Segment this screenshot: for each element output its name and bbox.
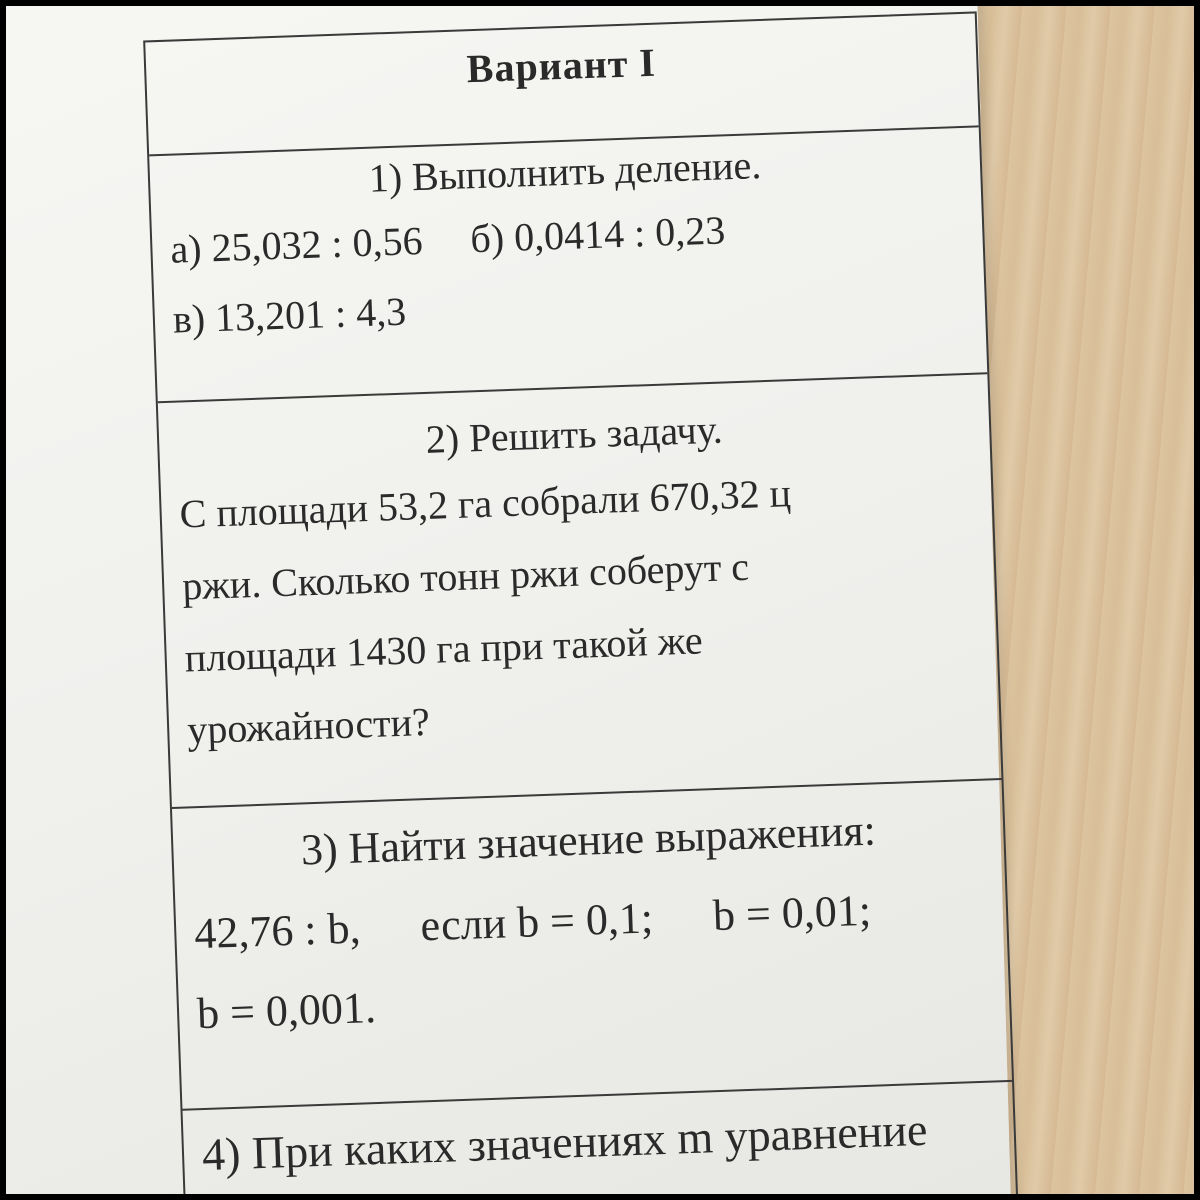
task-2-heading: 2) Решить задачу.: [425, 406, 724, 462]
task-2-text-line: урожайности?: [186, 698, 431, 753]
task-2-text-line: ржи. Сколько тонн ржи соберут с: [181, 543, 750, 609]
task-1-item-a: а) 25,032 : 0,56: [169, 217, 424, 272]
task-3-condition-1: если b = 0,1;: [419, 893, 654, 951]
task-1-item-c: в) 13,201 : 4,3: [172, 288, 407, 342]
task-3-line-1: [193, 885, 871, 960]
task-4-heading: 4) При каких значениях m уравнение: [201, 1103, 929, 1181]
task-2-cell: [158, 374, 1002, 809]
task-1-cell: [149, 127, 987, 403]
task-3-condition-3: b = 0,001.: [196, 983, 377, 1039]
task-table: [143, 11, 1021, 1194]
task-1-line-1: [170, 206, 726, 272]
task-3-expression: 42,76 : b,: [193, 903, 362, 959]
task-3-line-2: [196, 982, 376, 1039]
task-3-cell: [172, 780, 1012, 1111]
task-2-text-line: С площади 53,2 га собрали 670,32 ц: [178, 470, 792, 537]
task-3-condition-2: b = 0,01;: [712, 885, 872, 941]
worksheet-paper: [6, 6, 1012, 1194]
task-1-item-b: б) 0,0414 : 0,23: [469, 207, 726, 262]
task-1-heading: 1) Выполнить деление.: [367, 142, 762, 201]
variant-title: Вариант I: [465, 39, 657, 92]
task-1-line-2: [172, 288, 407, 343]
photo-frame: [6, 6, 1194, 1194]
task-3-heading: 3) Найти значение выражения:: [300, 805, 877, 875]
task-2-text-line: площади 1430 га при такой же: [183, 617, 704, 681]
